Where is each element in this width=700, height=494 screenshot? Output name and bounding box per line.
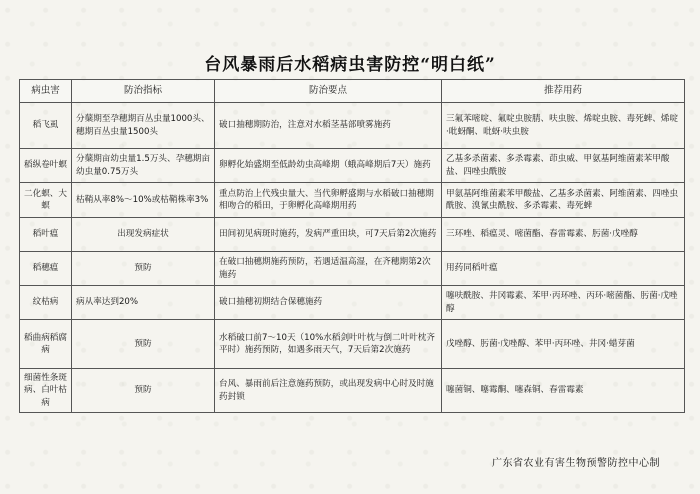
header-indicator: 防治指标 bbox=[72, 80, 215, 103]
table-row bbox=[20, 103, 685, 149]
pest-name: 稻曲病稻腐病 bbox=[20, 320, 72, 369]
control-points: 在破口抽穗期施药预防，若遇适温高湿，在齐穗期第2次施药 bbox=[215, 252, 442, 286]
table-row bbox=[20, 369, 685, 413]
table-row bbox=[20, 149, 685, 183]
pest-name: 细菌性条斑病、白叶枯病 bbox=[20, 369, 72, 413]
recommended-pesticides: 用药同稻叶瘟 bbox=[442, 252, 685, 286]
table-row bbox=[20, 218, 685, 252]
pest-name: 纹枯病 bbox=[20, 286, 72, 320]
control-points: 卵孵化始盛期至低龄幼虫高峰期（蛾高峰期后7天）施药 bbox=[215, 149, 442, 183]
control-indicator: 预防 bbox=[72, 369, 215, 413]
control-indicator: 出现发病症状 bbox=[72, 218, 215, 252]
recommended-pesticides: 噻呋酰胺、井冈霉素、苯甲·丙环唑、丙环·嘧菌酯、肟菌·戊唑醇 bbox=[442, 286, 685, 320]
pest-control-table bbox=[19, 79, 685, 413]
control-indicator: 分蘖期至孕穗期百丛虫量1000头、穗期百丛虫量1500头 bbox=[72, 103, 215, 149]
table-row bbox=[20, 183, 685, 218]
control-points: 水稻破口前7～10天（10%水稻剑叶叶枕与倒二叶叶枕齐平时）施药预防，如遇多雨天气，7天后第2次施药 bbox=[215, 320, 442, 369]
recommended-pesticides: 乙基多杀菌素、多杀霉素、茚虫威、甲氨基阿维菌素苯甲酸盐、四唑虫酰胺 bbox=[442, 149, 685, 183]
control-indicator: 预防 bbox=[72, 320, 215, 369]
table-row bbox=[20, 286, 685, 320]
header-points: 防治要点 bbox=[215, 80, 442, 103]
control-indicator: 预防 bbox=[72, 252, 215, 286]
control-points: 破口抽穗期防治，注意对水稻茎基部喷雾施药 bbox=[215, 103, 442, 149]
recommended-pesticides: 甲氨基阿维菌素苯甲酸盐、乙基多杀菌素、阿维菌素、四唑虫酰胺、溴氰虫酰胺、多杀霉素、毒死蜱 bbox=[442, 183, 685, 218]
pest-name: 二化螟、大螟 bbox=[20, 183, 72, 218]
issuer-footer: 广东省农业有害生物预警防控中心制 bbox=[492, 458, 660, 469]
recommended-pesticides: 戊唑醇、肟菌·戊唑醇、苯甲·丙环唑、井冈·蜡芽菌 bbox=[442, 320, 685, 369]
pest-name: 稻叶瘟 bbox=[20, 218, 72, 252]
control-points: 重点防治上代残虫量大、当代卵孵盛期与水稻破口抽穗期相吻合的稻田，于卵孵化高峰期用药 bbox=[215, 183, 442, 218]
pest-name: 稻穗瘟 bbox=[20, 252, 72, 286]
table-header-row bbox=[20, 80, 685, 103]
control-points: 田间初见病斑时施药，发病严重田块，可7天后第2次施药 bbox=[215, 218, 442, 252]
control-indicator: 病从率达到20% bbox=[72, 286, 215, 320]
header-pest: 病虫害 bbox=[20, 80, 72, 103]
pest-name: 稻飞虱 bbox=[20, 103, 72, 149]
control-indicator: 分蘖期亩幼虫量1.5万头、孕穗期亩幼虫量0.75万头 bbox=[72, 149, 215, 183]
control-points: 台风、暴雨前后注意施药预防，或出现发病中心时及时施药封锁 bbox=[215, 369, 442, 413]
header-pesticides: 推荐用药 bbox=[442, 80, 685, 103]
table-row bbox=[20, 252, 685, 286]
recommended-pesticides: 三氟苯嘧啶、氟啶虫胺腈、呋虫胺、烯啶虫胺、毒死蜱、烯啶·吡蚜酮、吡蚜·呋虫胺 bbox=[442, 103, 685, 149]
control-points: 破口抽穗初期结合保穗施药 bbox=[215, 286, 442, 320]
control-indicator: 枯鞘从率8%～10%或枯鞘株率3% bbox=[72, 183, 215, 218]
recommended-pesticides: 噻菌铜、噻霉酮、噻森铜、春雷霉素 bbox=[442, 369, 685, 413]
pest-name: 稻纵卷叶螟 bbox=[20, 149, 72, 183]
table-row bbox=[20, 320, 685, 369]
recommended-pesticides: 三环唑、稻瘟灵、嘧菌酯、春雷霉素、肟菌·戊唑醇 bbox=[442, 218, 685, 252]
page-title: 台风暴雨后水稻病虫害防控“明白纸” bbox=[204, 55, 496, 75]
